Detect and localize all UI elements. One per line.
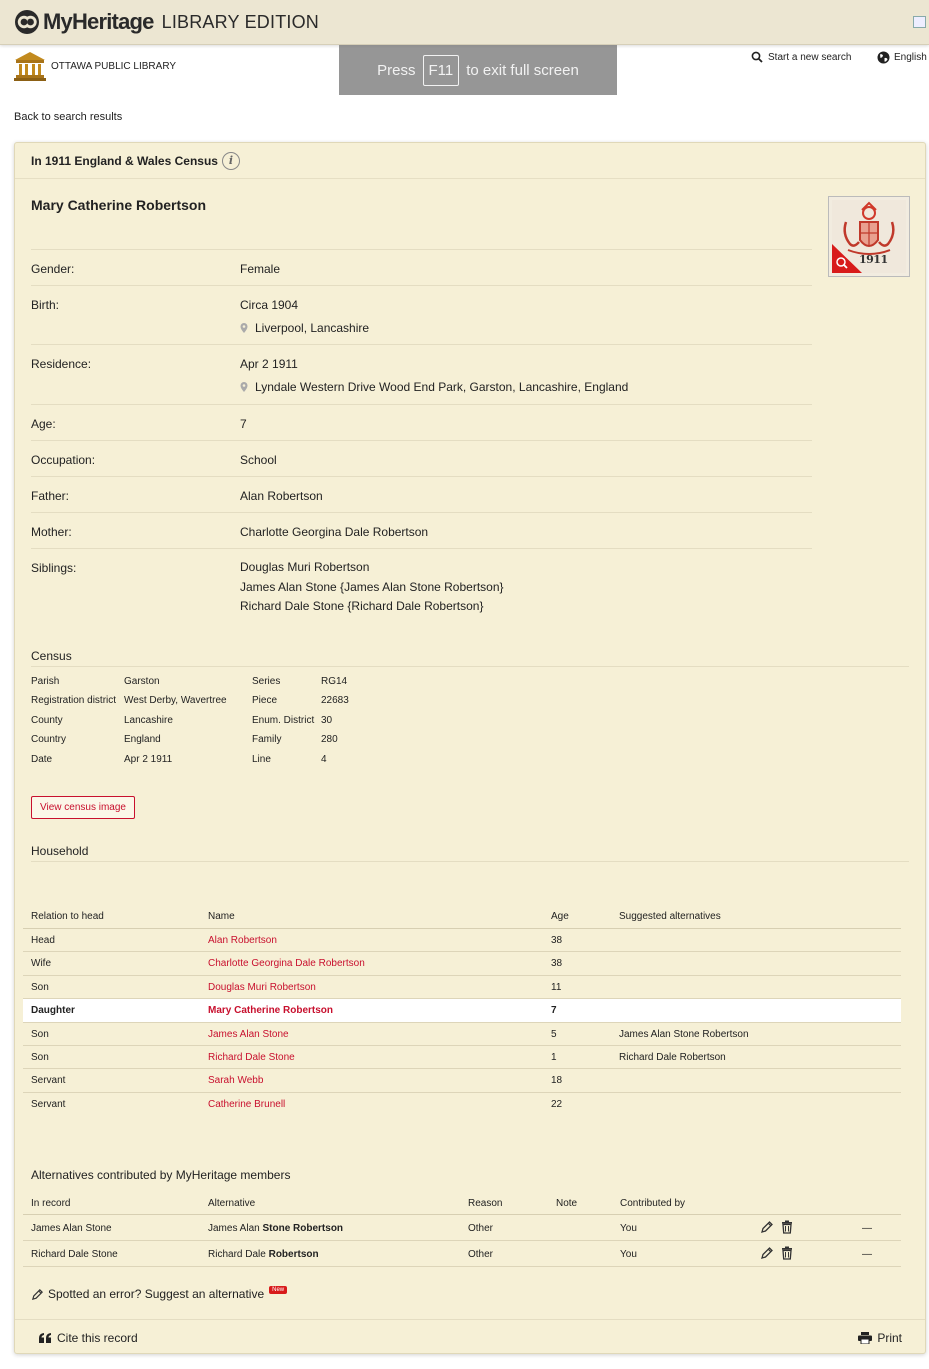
hh-age: 5 xyxy=(551,1028,557,1040)
trash-icon[interactable] xyxy=(781,1220,793,1234)
census-value: RG14 xyxy=(321,676,348,687)
section-divider xyxy=(31,861,909,862)
field-value: Alan Robertson xyxy=(240,489,323,503)
census-value: 280 xyxy=(321,734,338,746)
hh-age: 18 xyxy=(551,1075,563,1087)
household-row xyxy=(23,976,901,999)
hh-name-link[interactable]: Charlotte Georgina Dale Robertson xyxy=(208,958,365,970)
field-value: 7 xyxy=(240,417,247,431)
record-card xyxy=(14,142,926,1354)
hh-name-link[interactable]: Catherine Brunell xyxy=(208,1098,286,1110)
household-table xyxy=(23,905,901,1116)
print-button[interactable] xyxy=(858,1331,902,1345)
census-thumbnail[interactable] xyxy=(828,196,910,277)
record-fields xyxy=(31,249,812,628)
field-label: Residence: xyxy=(31,357,92,371)
census-label: Series xyxy=(252,676,281,687)
household-row xyxy=(23,1046,901,1069)
household-row xyxy=(23,1023,901,1046)
census-value: Apr 2 1911 xyxy=(124,753,173,765)
hh-name-link[interactable]: Richard Dale Stone xyxy=(208,1051,295,1063)
census-value: Lancashire xyxy=(124,714,173,726)
household-section-title: Household xyxy=(31,844,89,858)
language-selector[interactable] xyxy=(877,51,927,64)
suggest-alternative-label: Spotted an error? Suggest an alternative xyxy=(48,1287,265,1301)
col-in-record: In record xyxy=(31,1198,71,1209)
globe-icon xyxy=(877,51,890,64)
col-note: Note xyxy=(556,1198,578,1209)
field-label: Birth: xyxy=(31,298,60,312)
hh-relation: Wife xyxy=(31,958,51,970)
hh-relation: Son xyxy=(31,1028,49,1040)
field-label: Occupation: xyxy=(31,453,96,467)
alternative-row xyxy=(23,1241,901,1267)
hh-age: 22 xyxy=(551,1098,563,1110)
fullscreen-key: F11 xyxy=(423,55,460,86)
fullscreen-press: Press xyxy=(377,61,416,79)
field-age xyxy=(31,404,812,440)
sibling-value: James Alan Stone {James Alan Stone Robertson} xyxy=(240,579,504,594)
fullscreen-notice xyxy=(339,45,617,95)
pencil-icon xyxy=(31,1288,44,1301)
new-badge: New xyxy=(269,1286,287,1294)
census-section-title: Census xyxy=(31,649,72,663)
field-occupation xyxy=(31,440,812,476)
alt-value xyxy=(208,1249,319,1260)
alt-reason: Other xyxy=(468,1223,494,1234)
alternatives-table xyxy=(23,1191,901,1267)
household-row xyxy=(23,929,901,952)
census-label: Registration district xyxy=(31,695,117,707)
location-pin-icon xyxy=(240,323,248,333)
alt-plain-part: James Alan xyxy=(208,1223,263,1234)
hh-relation: Son xyxy=(31,1051,49,1063)
field-value: Circa 1904 xyxy=(240,298,299,312)
brand-edition: LIBRARY EDITION xyxy=(161,11,319,32)
alt-contributed-by: You xyxy=(620,1223,637,1234)
col-reason: Reason xyxy=(468,1198,503,1209)
census-label: County xyxy=(31,714,63,726)
hh-name-link[interactable]: Sarah Webb xyxy=(208,1075,264,1087)
alt-plain-part: Richard Dale xyxy=(208,1249,269,1260)
col-alternative: Alternative xyxy=(208,1198,256,1209)
hh-name-link[interactable]: Douglas Muri Robertson xyxy=(208,981,316,993)
hh-age: 7 xyxy=(551,1005,557,1017)
sibling-value: Douglas Muri Robertson xyxy=(240,560,370,574)
view-census-image-button[interactable]: View census image xyxy=(31,796,135,819)
alternatives-header-row xyxy=(23,1191,901,1215)
census-label: Piece xyxy=(252,695,278,707)
record-footer xyxy=(15,1319,925,1354)
library-building-icon xyxy=(14,51,46,81)
field-value: Apr 2 1911 xyxy=(240,357,298,371)
census-label: Line xyxy=(252,753,271,765)
cite-label: Cite this record xyxy=(57,1331,138,1345)
household-header-row xyxy=(23,905,901,929)
alt-bold-part: Stone Robertson xyxy=(262,1223,344,1234)
myheritage-logo-icon xyxy=(14,9,40,35)
field-siblings xyxy=(31,548,812,628)
location-pin-icon xyxy=(240,382,248,392)
alt-collapse-dash[interactable]: — xyxy=(862,1249,872,1260)
start-new-search-link[interactable] xyxy=(751,51,851,63)
edit-pencil-icon[interactable] xyxy=(760,1246,774,1260)
census-label: Date xyxy=(31,753,53,765)
household-row xyxy=(23,952,901,975)
census-value: 22683 xyxy=(321,695,349,707)
printer-icon xyxy=(858,1332,872,1344)
search-icon xyxy=(751,51,763,63)
hh-age: 38 xyxy=(551,958,563,970)
col-alternatives: Suggested alternatives xyxy=(619,911,721,922)
field-mother xyxy=(31,512,812,548)
alt-bold-part: Robertson xyxy=(268,1249,319,1260)
hh-relation: Servant xyxy=(31,1075,66,1087)
alternative-row xyxy=(23,1215,901,1241)
census-value: West Derby, Wavertree xyxy=(124,695,227,707)
field-residence xyxy=(31,344,812,404)
fullscreen-rest: to exit full screen xyxy=(466,61,579,79)
hh-name-link[interactable]: Mary Catherine Robertson xyxy=(208,1005,334,1017)
trash-icon[interactable] xyxy=(781,1246,793,1260)
col-contributed-by: Contributed by xyxy=(620,1198,686,1209)
census-value: 30 xyxy=(321,714,333,726)
library-branding xyxy=(14,51,176,81)
field-birth xyxy=(31,285,812,344)
hh-age: 38 xyxy=(551,935,563,946)
field-label: Siblings: xyxy=(31,561,77,575)
hh-alt: Richard Dale Robertson xyxy=(619,1051,726,1063)
field-gender xyxy=(31,249,812,285)
edit-pencil-icon[interactable] xyxy=(760,1220,774,1234)
birth-place: Liverpool, Lancashire xyxy=(255,321,370,335)
print-label: Print xyxy=(877,1331,902,1345)
census-value: 4 xyxy=(321,753,327,765)
cite-this-record-button[interactable] xyxy=(39,1331,138,1345)
census-value: England xyxy=(124,734,161,746)
alt-in-record: Richard Dale Stone xyxy=(31,1249,118,1260)
field-label: Gender: xyxy=(31,262,75,276)
collection-title[interactable]: In 1911 England & Wales Census xyxy=(31,153,218,168)
hh-name-link[interactable]: Alan Robertson xyxy=(208,935,277,946)
alt-in-record: James Alan Stone xyxy=(31,1223,112,1234)
alternatives-section-title: Alternatives contributed by MyHeritage members xyxy=(31,1168,291,1182)
hh-relation: Servant xyxy=(31,1098,66,1110)
hh-age: 1 xyxy=(551,1051,557,1063)
census-label: Enum. District xyxy=(252,714,315,726)
household-row-current xyxy=(23,999,901,1022)
alt-contributed-by: You xyxy=(620,1249,637,1260)
person-name: Mary Catherine Robertson xyxy=(31,197,207,213)
myheritage-logo[interactable] xyxy=(14,9,319,35)
col-name: Name xyxy=(208,911,235,922)
suggest-alternative-link[interactable] xyxy=(31,1287,287,1301)
census-label: Parish xyxy=(31,676,60,687)
census-value: Garston xyxy=(124,676,160,687)
broken-image-icon xyxy=(913,16,926,28)
field-father xyxy=(31,476,812,512)
quote-icon xyxy=(39,1333,52,1344)
hh-relation: Daughter xyxy=(31,1005,75,1017)
col-relation: Relation to head xyxy=(31,911,104,922)
section-divider xyxy=(31,666,909,667)
census-label: Country xyxy=(31,734,67,746)
field-value: School xyxy=(240,453,277,467)
hh-relation: Son xyxy=(31,981,49,993)
alt-collapse-dash[interactable]: — xyxy=(862,1223,872,1234)
residence-place: Lyndale Western Drive Wood End Park, Garston, Lancashire, England xyxy=(255,380,629,394)
info-icon[interactable]: i xyxy=(222,152,240,170)
household-row xyxy=(23,1093,901,1116)
top-bar xyxy=(0,0,929,45)
hh-name-link[interactable]: James Alan Stone xyxy=(208,1028,289,1040)
hh-age: 11 xyxy=(551,981,562,993)
record-collection-header xyxy=(15,143,925,179)
back-to-search-results-link[interactable]: Back to search results xyxy=(14,111,123,123)
field-label: Father: xyxy=(31,489,70,503)
census-thumbnail-year: 1911 xyxy=(859,253,888,266)
field-label: Age: xyxy=(31,417,56,431)
sibling-value: Richard Dale Stone {Richard Dale Robertson} xyxy=(240,599,484,613)
field-value: Charlotte Georgina Dale Robertson xyxy=(240,525,429,539)
hh-alt: James Alan Stone Robertson xyxy=(619,1028,749,1040)
field-value: Female xyxy=(240,262,281,276)
household-row xyxy=(23,1069,901,1092)
alt-reason: Other xyxy=(468,1249,494,1260)
brand-name: MyHeritage xyxy=(43,9,154,34)
library-name: OTTAWA PUBLIC LIBRARY xyxy=(51,60,177,72)
hh-relation: Head xyxy=(31,935,55,946)
alt-value xyxy=(208,1223,343,1234)
language-label: English xyxy=(894,52,927,63)
start-new-search-label: Start a new search xyxy=(768,51,852,63)
census-label: Family xyxy=(252,734,282,746)
col-age: Age xyxy=(551,911,569,922)
field-label: Mother: xyxy=(31,525,72,539)
